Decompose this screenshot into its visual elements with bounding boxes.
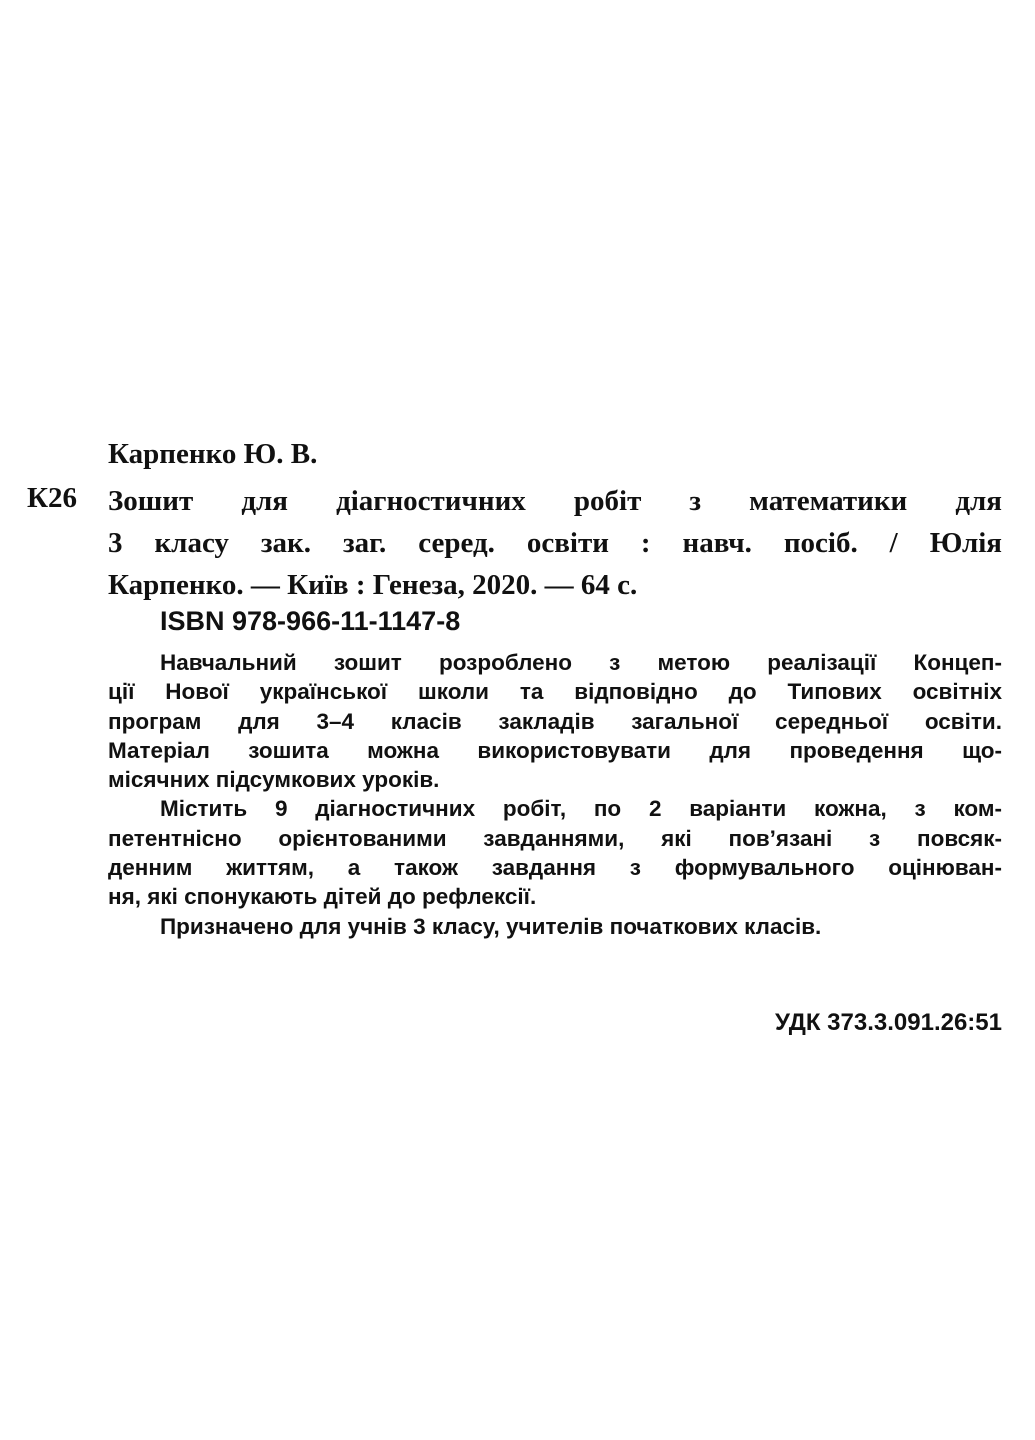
annotation-line: Призначено для учнів 3 класу, учителів початкових класів. — [160, 913, 822, 939]
isbn: ISBN 978-966-11-1147-8 — [160, 606, 461, 636]
annotation-line: Матеріал зошита можна використовувати для проведення що- — [108, 737, 1002, 763]
annotation-line: петентнісно орієнтованими завданнями, які пов’язані з повсяк- — [108, 825, 1002, 851]
annotation-line: Містить 9 діагностичних робіт, по 2 варіанти кожна, з ком- — [160, 796, 1002, 822]
udk-code: УДК 373.3.091.26:51 — [775, 1009, 1002, 1036]
annotation-line: ції Нової української школи та відповідно до Типових освітніх — [108, 679, 1002, 705]
annotation-line: Навчальний зошит розроблено з метою реалізації Концеп- — [160, 650, 1002, 675]
bibliographic-description — [108, 480, 1002, 606]
annotation-line: ня, які спонукають дітей до рефлексії. — [108, 884, 537, 910]
classification-code: К26 — [27, 482, 78, 514]
annotation-line: програм для 3–4 класів закладів загальної середньої освіти. — [108, 708, 1002, 734]
title-line: 3 класу зак. заг. серед. освіти : навч. посіб. / Юлія — [108, 527, 1002, 559]
title-line: Зошит для діагностичних робіт з математики для — [108, 485, 1002, 517]
annotation-line: денним життям, а також завдання з формувального оцінюван- — [108, 855, 1002, 881]
annotation — [108, 648, 1002, 941]
title-line: Карпенко. — Київ : Генеза, 2020. — 64 с. — [108, 569, 638, 601]
annotation-line: місячних підсумкових уроків. — [108, 767, 440, 793]
author-heading: Карпенко Ю. В. — [108, 438, 318, 470]
